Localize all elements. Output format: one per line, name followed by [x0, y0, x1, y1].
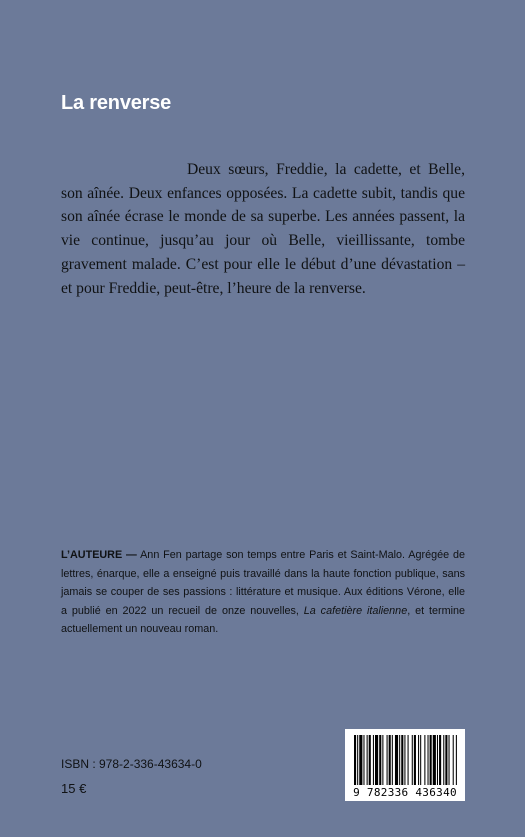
barcode-digits: 9 782336 436340 — [353, 786, 457, 799]
isbn: ISBN : 978-2-336-43634-0 — [61, 757, 202, 771]
author-label: L’AUTEURE — [61, 549, 123, 561]
author-bio — [61, 546, 465, 639]
author-previous-book: La cafetière italienne — [303, 604, 408, 617]
author-dash: — — [126, 549, 137, 561]
price: 15 € — [61, 781, 87, 796]
barcode — [345, 729, 465, 801]
book-title: La renverse — [61, 92, 172, 114]
author-bio-text-1: Ann Fen partage son temps entre Paris et Saint-Malo. Agrégée de lettres, énarque, elle a enseigné puis travaillé dans la haute fonction publique, sans jamais se couper de ses passions : littérature et musique. Aux éditions Vérone, elle a publié en 2022 un recueil de onze nouvelles, — [61, 549, 465, 617]
author-bio-text-2: , et termine actuellement un nouveau roman. — [61, 604, 465, 636]
back-cover-blurb: Deux sœurs, Freddie, la cadette, et Belle, son aînée. Deux enfances opposées. La cadette subit, tandis que son aînée écrase le monde de sa superbe. Les années passent, la vie continue, jusqu’au jour où Belle, vieillissante, tombe gravement malade. C’est pour elle le début d’une dévastation – et pour Freddie, peut-être, l’heure de la renverse. — [61, 161, 465, 297]
